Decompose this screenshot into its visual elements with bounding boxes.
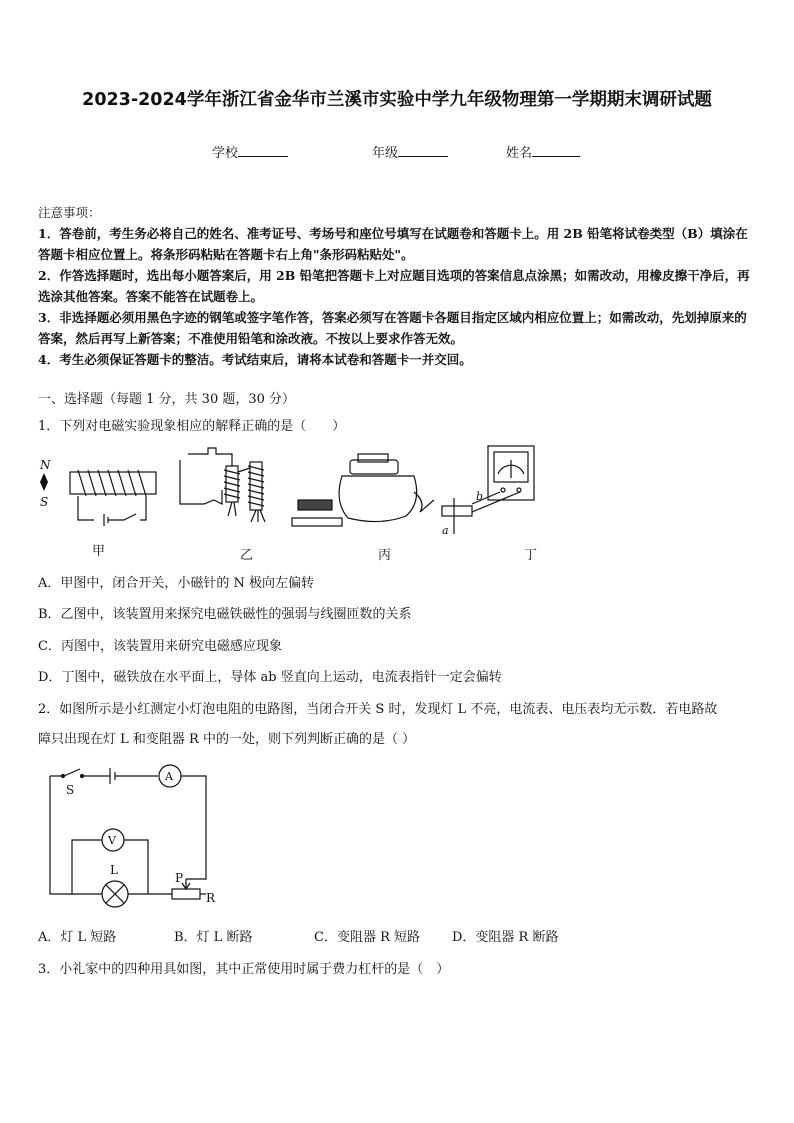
compass-s-label: S <box>40 495 49 509</box>
notice-block <box>38 202 758 370</box>
q2-option-d: D．变阻器 R 断路 <box>452 930 559 945</box>
school-blank <box>238 144 288 157</box>
q2-option-a: A．灯 L 短路 <box>38 930 117 945</box>
q2-option-b: B．灯 L 断路 <box>174 930 253 945</box>
ammeter-a-label: A <box>165 770 173 783</box>
q1-option-b: B．乙图中，该装置用来探究电磁铁磁性的强弱与线圈匝数的关系 <box>38 607 412 622</box>
page-title: 2023-2024学年浙江省金华市兰溪市实验中学九年级物理第一学期期末调研试题 <box>82 90 712 110</box>
section-title: 一、选择题（每题 1 分，共 30 题，30 分） <box>38 392 296 407</box>
q2-circuit-diagram <box>40 762 230 912</box>
grade-label: 年级 <box>372 146 399 161</box>
figure-yi-electromagnets <box>180 448 265 522</box>
q1-option-c: C．丙图中，该装置用来研究电磁感应现象 <box>38 639 282 654</box>
conductor-a-label: a <box>442 524 449 537</box>
question-1-stem: 1．下列对电磁实验现象相应的解释正确的是（ ） <box>38 419 346 434</box>
question-3-stem: 3．小礼家中的四种用具如图，其中正常使用时属于费力杠杆的是（ ） <box>38 962 450 977</box>
figure-label-jia: 甲 <box>92 544 106 559</box>
notice-item: 4．考生必须保证答题卡的整洁。考试结束后，请将本试卷和答题卡一并交回。 <box>38 352 472 367</box>
grade-field <box>372 142 448 161</box>
question-2-stem-line1: 2．如图所示是小红测定小灯泡电阻的电路图，当闭合开关 S 时，发现灯 L 不亮，电流表、电压表均无示数．若电路故 <box>38 702 718 717</box>
school-field <box>212 142 288 161</box>
notice-item: 3．非选择题必须用黑色字迹的钢笔或签字笔作答，答案必须写在答题卡各题目指定区域内相应位置上；如需改动，先划掉原来的答案，然后再写上新答案；不准使用铅笔和涂改液。不按以上要求作答无效。 <box>38 310 747 346</box>
figure-jia-solenoid <box>39 458 156 526</box>
notice-item: 2．作答选择题时，选出每小题答案后，用 2B 铅笔把答题卡上对应题目选项的答案信息点涂黑；如需改动，用橡皮擦干净后，再选涂其他答案。答案不能答在试题卷上。 <box>38 268 750 304</box>
figure-label-yi: 乙 <box>240 548 254 563</box>
name-blank <box>532 144 580 157</box>
school-label: 学校 <box>212 146 239 161</box>
conductor-b-label: b <box>476 490 484 503</box>
q1-figures <box>36 442 556 562</box>
compass-n-label: N <box>40 458 51 472</box>
q1-option-a: A．甲图中，闭合开关，小磁针的 N 极向左偏转 <box>38 576 315 591</box>
figure-ding-galvanometer <box>442 446 534 537</box>
lamp-l-label: L <box>110 863 118 877</box>
switch-s-label: S <box>66 783 75 797</box>
rheostat-r-label: R <box>206 891 216 905</box>
compass-needle-icon <box>40 473 48 491</box>
figure-label-ding: 丁 <box>524 548 538 563</box>
figure-label-bing: 丙 <box>378 548 392 563</box>
q2-option-c: C．变阻器 R 短路 <box>314 930 420 945</box>
question-2-stem-line2: 障只出现在灯 L 和变阻器 R 中的一处，则下列判断正确的是（ ） <box>38 732 416 747</box>
name-field <box>506 142 580 161</box>
name-label: 姓名 <box>506 146 533 161</box>
grade-blank <box>398 144 448 157</box>
q1-option-d: D．丁图中，磁铁放在水平面上，导体 ab 竖直向上运动，电流表指针一定会偏转 <box>38 670 502 685</box>
notice-item: 1．答卷前，考生务必将自己的姓名、准考证号、考场号和座位号填写在试题卷和答题卡上。用 2B 铅笔将试卷类型（B）填涂在答题卡相应位置上。将条形码粘贴在答题卡右上角"条形码粘贴处"。 <box>38 226 748 262</box>
figure-bing-generator <box>292 454 434 526</box>
slider-p-label: P <box>175 871 184 885</box>
voltmeter-v-label: V <box>108 834 116 847</box>
notice-heading: 注意事项： <box>38 205 101 220</box>
